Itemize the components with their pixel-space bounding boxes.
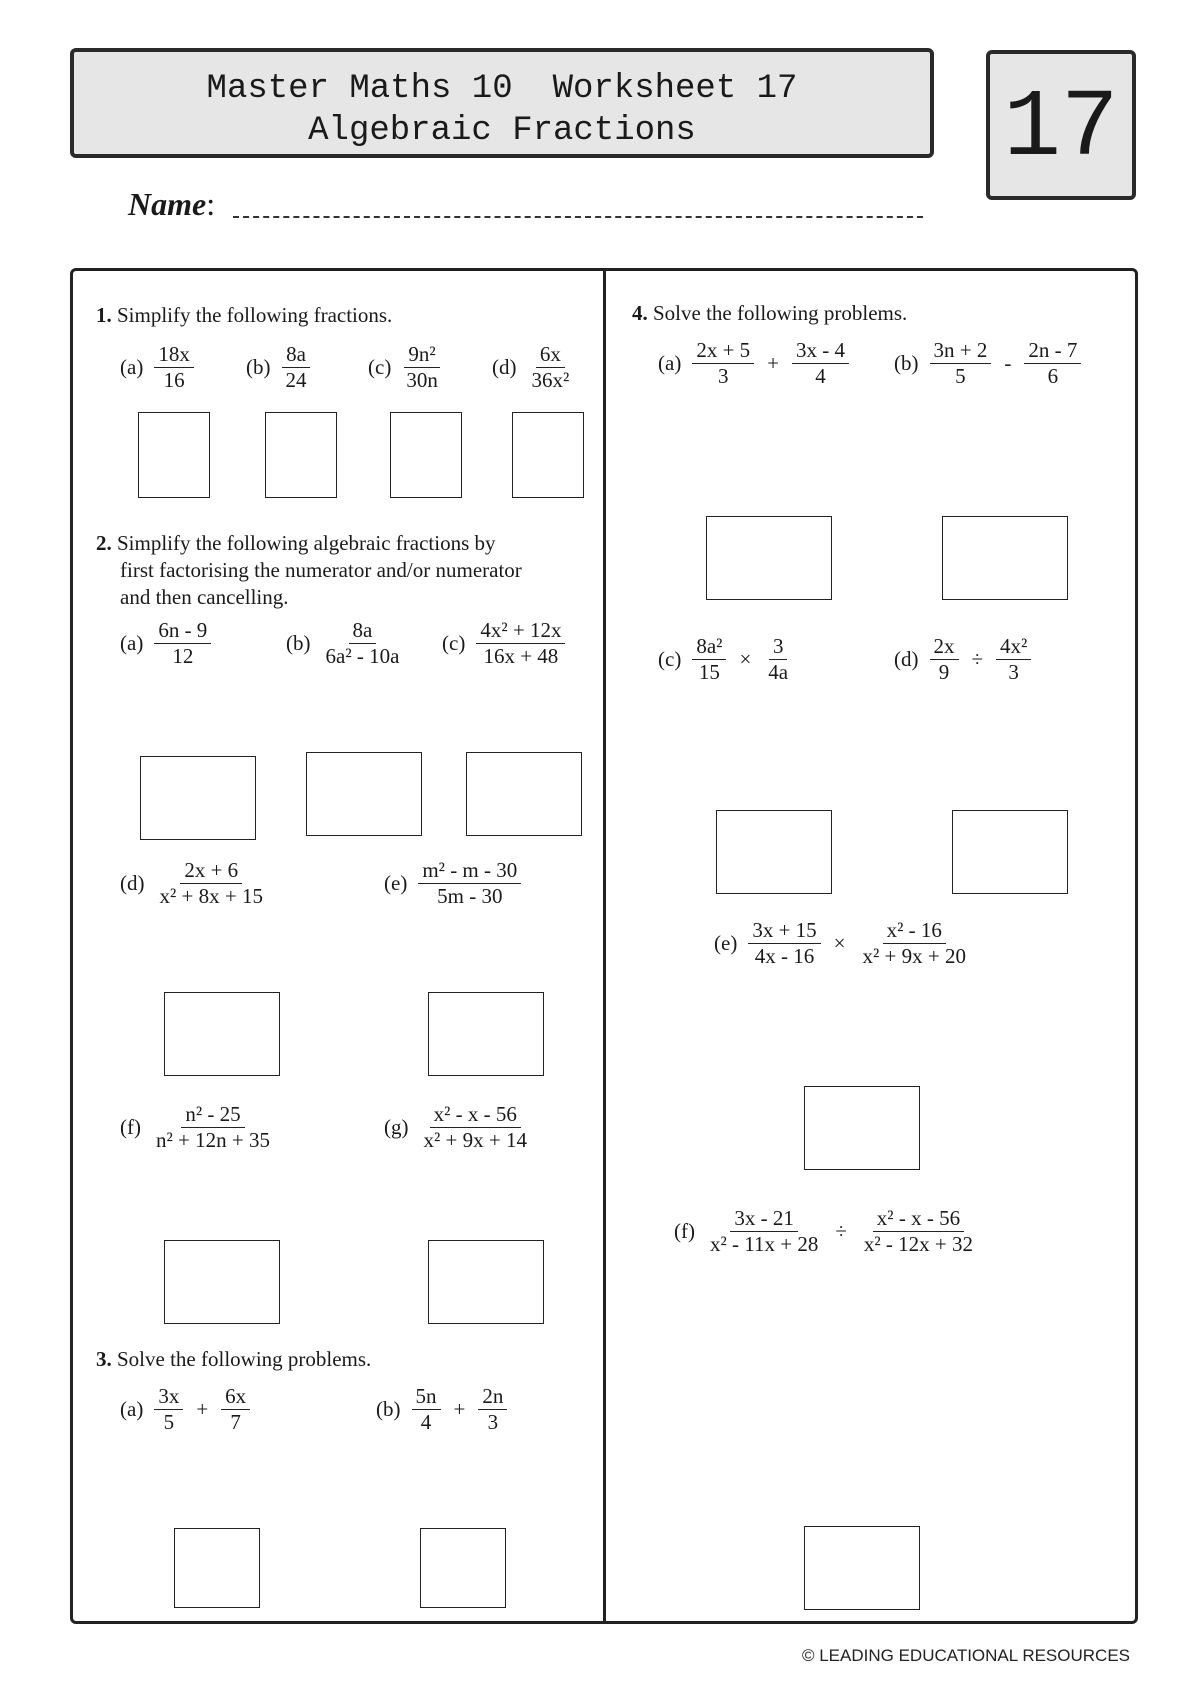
denominator: n² + 12n + 35 xyxy=(155,1128,270,1152)
fraction xyxy=(764,634,792,685)
denominator: 3 xyxy=(487,1410,499,1434)
q3-instruction: Solve the following problems. xyxy=(117,1347,372,1371)
part-label: (b) xyxy=(376,1397,401,1421)
answer-box-q1b[interactable] xyxy=(265,412,337,498)
answer-box-q2c[interactable] xyxy=(466,752,582,836)
answer-box-q4a[interactable] xyxy=(706,516,832,600)
part-label: (e) xyxy=(384,871,408,895)
part-label: (c) xyxy=(658,647,682,671)
fraction xyxy=(420,1102,531,1153)
q2d xyxy=(120,858,270,909)
numerator: 2x + 5 xyxy=(692,338,754,364)
denominator: 12 xyxy=(172,644,194,668)
denominator: 16 xyxy=(163,368,185,392)
numerator: 2x xyxy=(930,634,959,660)
numerator: 6x xyxy=(221,1384,250,1410)
fraction xyxy=(221,1384,250,1435)
fraction xyxy=(282,342,311,393)
operator: ÷ xyxy=(835,1219,847,1243)
fraction xyxy=(154,342,194,393)
answer-box-q2e[interactable] xyxy=(428,992,544,1076)
q2-number: 2. xyxy=(96,531,112,555)
fraction xyxy=(418,858,521,909)
denominator: 9 xyxy=(938,660,950,684)
answer-box-q1c[interactable] xyxy=(390,412,462,498)
fraction xyxy=(402,342,442,393)
name-input-line[interactable] xyxy=(233,198,923,218)
fraction xyxy=(412,1384,441,1435)
answer-box-q2f[interactable] xyxy=(164,1240,280,1324)
operator: - xyxy=(1004,351,1012,375)
denominator: 3 xyxy=(1008,660,1019,684)
fraction xyxy=(322,618,404,669)
part-label: (a) xyxy=(658,351,682,375)
fraction xyxy=(154,1384,183,1435)
worksheet-title: Worksheet 17 xyxy=(552,70,798,108)
denominator: 5 xyxy=(955,364,966,388)
denominator: 24 xyxy=(285,368,307,392)
q1c xyxy=(368,342,445,393)
denominator: 5m - 30 xyxy=(437,884,503,908)
numerator: 5n xyxy=(412,1384,441,1410)
numerator: 3x + 15 xyxy=(748,918,820,944)
numerator: 4x² xyxy=(996,634,1031,660)
worksheet-title-box xyxy=(70,48,934,158)
part-label: (f) xyxy=(674,1219,695,1243)
numerator: 8a² xyxy=(692,634,726,660)
part-label: (e) xyxy=(714,931,738,955)
denominator: 4 xyxy=(420,1410,432,1434)
fraction xyxy=(156,858,267,909)
q1-instruction: Simplify the following fractions. xyxy=(117,303,393,327)
part-label: (a) xyxy=(120,355,144,379)
q2e xyxy=(384,858,524,909)
q1b xyxy=(246,342,314,393)
numerator: 3n + 2 xyxy=(930,338,992,364)
numerator: x² - x - 56 xyxy=(430,1102,521,1128)
q4e xyxy=(714,918,973,969)
operator: + xyxy=(196,1397,209,1421)
numerator: 9n² xyxy=(404,342,439,368)
numerator: 2n xyxy=(478,1384,507,1410)
numerator: 2x + 6 xyxy=(180,858,242,884)
copyright-footer: © LEADING EDUCATIONAL RESOURCES xyxy=(801,1646,1130,1665)
part-label: (d) xyxy=(492,355,517,379)
denominator: x² + 9x + 14 xyxy=(423,1128,527,1152)
q2g xyxy=(384,1102,534,1153)
part-label: (a) xyxy=(120,631,144,655)
numerator: 2n - 7 xyxy=(1024,338,1081,364)
topic-title: Algebraic Fractions xyxy=(308,112,696,150)
fraction xyxy=(860,1206,977,1257)
denominator: 4a xyxy=(768,660,789,684)
fraction xyxy=(154,618,211,669)
numerator: 8a xyxy=(349,618,377,644)
numerator: 4x² + 12x xyxy=(476,618,565,644)
q3b xyxy=(376,1384,510,1435)
q3-number: 3. xyxy=(96,1347,112,1371)
q2-instruction-line3: and then cancelling. xyxy=(120,585,289,609)
operator: + xyxy=(453,1397,466,1421)
q3a xyxy=(120,1384,253,1435)
q4-heading xyxy=(632,300,907,327)
operator: × xyxy=(739,647,752,671)
q4b xyxy=(894,338,1084,389)
denominator: x² + 9x + 20 xyxy=(862,944,966,968)
q3-heading xyxy=(96,1346,371,1373)
numerator: 6x xyxy=(536,342,565,368)
numerator: 18x xyxy=(154,342,194,368)
part-label: (c) xyxy=(368,355,392,379)
fraction xyxy=(930,338,992,389)
numerator: n² - 25 xyxy=(181,1102,244,1128)
course-title: Master Maths 10 xyxy=(206,70,513,108)
q4d xyxy=(894,634,1034,685)
fraction xyxy=(476,618,565,669)
answer-box-q4b[interactable] xyxy=(942,516,1068,600)
numerator: 3 xyxy=(769,634,788,660)
part-label: (g) xyxy=(384,1115,409,1139)
q1-number: 1. xyxy=(96,303,112,327)
operator: × xyxy=(833,931,846,955)
numerator: 6n - 9 xyxy=(154,618,211,644)
fraction xyxy=(706,1206,822,1257)
fraction xyxy=(748,918,820,969)
fraction xyxy=(528,342,574,393)
part-label: (d) xyxy=(894,647,919,671)
fraction xyxy=(692,634,726,685)
title-line xyxy=(74,68,930,110)
denominator: 16x + 48 xyxy=(483,644,559,668)
denominator: 15 xyxy=(698,660,720,684)
numerator: 3x xyxy=(154,1384,183,1410)
q4-number: 4. xyxy=(632,301,648,325)
part-label: (b) xyxy=(286,631,311,655)
fraction xyxy=(692,338,754,389)
fraction xyxy=(996,634,1031,685)
part-label: (a) xyxy=(120,1397,144,1421)
fraction xyxy=(1024,338,1081,389)
denominator: x² - 12x + 32 xyxy=(863,1232,974,1256)
operator: + xyxy=(767,351,779,375)
q2b xyxy=(286,618,406,669)
q4-instruction: Solve the following problems. xyxy=(653,301,908,325)
part-label: (d) xyxy=(120,871,145,895)
fraction xyxy=(859,918,970,969)
denominator: 3 xyxy=(717,364,729,388)
q2a xyxy=(120,618,214,669)
q1a xyxy=(120,342,197,393)
part-label: (c) xyxy=(442,631,466,655)
operator: ÷ xyxy=(971,647,984,671)
q2f xyxy=(120,1102,277,1153)
denominator: x² + 8x + 15 xyxy=(159,884,263,908)
part-label: (b) xyxy=(246,355,271,379)
denominator: 30n xyxy=(406,368,438,392)
answer-box-q4e[interactable] xyxy=(804,1086,920,1170)
fraction xyxy=(478,1384,507,1435)
part-label: (f) xyxy=(120,1115,141,1139)
answer-box-q2a[interactable] xyxy=(140,756,256,840)
answer-box-q4c[interactable] xyxy=(716,810,832,894)
denominator: 6 xyxy=(1047,364,1059,388)
numerator: x² - x - 56 xyxy=(873,1206,964,1232)
part-label: (b) xyxy=(894,351,919,375)
q2-instruction-line1: Simplify the following algebraic fractions by xyxy=(117,531,496,555)
fraction xyxy=(930,634,959,685)
numerator: 3x - 4 xyxy=(792,338,849,364)
denominator: 5 xyxy=(163,1410,175,1434)
q2c xyxy=(442,618,568,669)
denominator: 36x² xyxy=(531,368,570,392)
numerator: x² - 16 xyxy=(883,918,946,944)
denominator: 4 xyxy=(815,364,826,388)
answer-box-q2d[interactable] xyxy=(164,992,280,1076)
answer-box-q2g[interactable] xyxy=(428,1240,544,1324)
name-label: Name xyxy=(128,186,207,222)
answer-box-q2b[interactable] xyxy=(306,752,422,836)
q4c xyxy=(658,634,795,685)
q2-instruction-line2: first factorising the numerator and/or numerator xyxy=(120,558,522,582)
answer-box-q3b[interactable] xyxy=(420,1528,506,1608)
numerator: 3x - 21 xyxy=(730,1206,798,1232)
q4f xyxy=(674,1206,980,1257)
column-divider xyxy=(603,270,606,1622)
name-colon: : xyxy=(206,186,216,222)
denominator: x² - 11x + 28 xyxy=(709,1232,819,1256)
q1-heading xyxy=(96,302,392,329)
denominator: 4x - 16 xyxy=(754,944,815,968)
answer-box-q4d[interactable] xyxy=(952,810,1068,894)
worksheet-number-badge: 17 xyxy=(986,50,1136,200)
answer-box-q1a[interactable] xyxy=(138,412,210,498)
numerator: 8a xyxy=(282,342,310,368)
fraction xyxy=(152,1102,274,1153)
q2-heading xyxy=(96,530,522,611)
answer-box-q1d[interactable] xyxy=(512,412,584,498)
numerator: m² - m - 30 xyxy=(418,858,521,884)
denominator: 7 xyxy=(230,1410,241,1434)
answer-box-q4f[interactable] xyxy=(804,1526,920,1610)
q4a xyxy=(658,338,852,389)
name-row xyxy=(128,186,923,223)
denominator: 6a² - 10a xyxy=(325,644,400,668)
fraction xyxy=(792,338,849,389)
q1d xyxy=(492,342,576,393)
answer-box-q3a[interactable] xyxy=(174,1528,260,1608)
